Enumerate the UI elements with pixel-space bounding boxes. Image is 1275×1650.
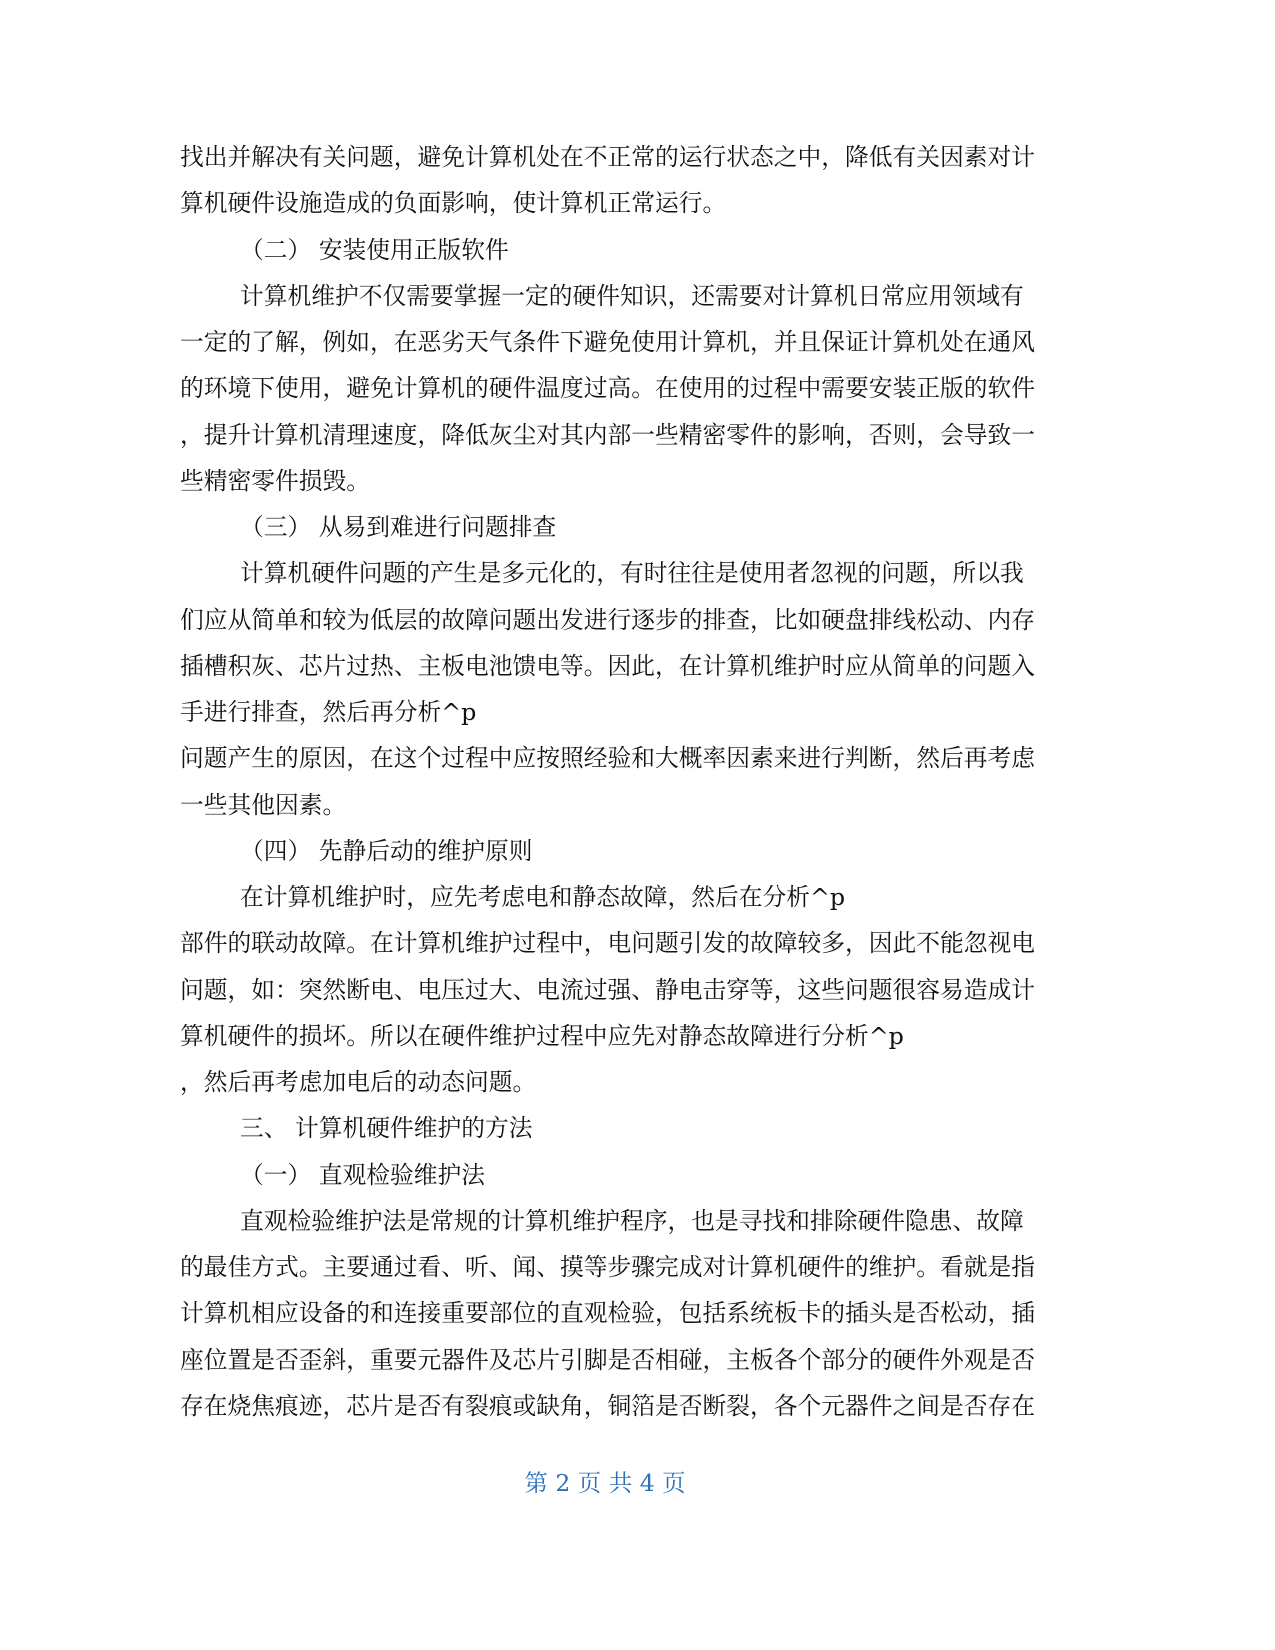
paragraph-line: 部件的联动故障。在计算机维护过程中，电问题引发的故障较多，因此不能忽视电 — [180, 929, 1036, 958]
section-heading: （三） 从易到难进行问题排查 — [240, 513, 557, 541]
paragraph-line: 插槽积灰、芯片过热、主板电池馈电等。因此，在计算机维护时应从简单的问题入 — [180, 651, 1036, 680]
paragraph-line: ，然后再考虑加电后的动态问题。 — [180, 1068, 537, 1096]
paragraph-line: 问题，如：突然断电、电压过大、电流过强、静电击穿等，这些问题很容易造成计 — [180, 975, 1036, 1004]
paragraph-line: 手进行排查，然后再分析^p — [180, 698, 477, 726]
paragraph-line: 计算机硬件问题的产生是多元化的，有时往往是使用者忽视的问题，所以我 — [240, 559, 1024, 588]
paragraph-line: 直观检验维护法是常规的计算机维护程序，也是寻找和排除硬件隐患、故障 — [240, 1206, 1024, 1235]
paragraph-line: 一些其他因素。 — [180, 790, 347, 819]
paragraph-line: 们应从简单和较为低层的故障问题出发进行逐步的排查，比如硬盘排线松动、内存 — [180, 605, 1036, 634]
section-heading: （一） 直观检验维护法 — [240, 1160, 486, 1189]
section-heading: （二） 安装使用正版软件 — [240, 235, 509, 264]
paragraph-line: 的最佳方式。主要通过看、听、闻、摸等步骤完成对计算机硬件的维护。看就是指 — [180, 1253, 1036, 1281]
paragraph-line: 算机硬件的损坏。所以在硬件维护过程中应先对静态故障进行分析^p — [180, 1021, 904, 1050]
paragraph-line: 问题产生的原因，在这个过程中应按照经验和大概率因素来进行判断，然后再考虑 — [180, 744, 1036, 773]
section-heading: （四） 先静后动的维护原则 — [240, 836, 533, 865]
paragraph-line: 计算机维护不仅需要掌握一定的硬件知识，还需要对计算机日常应用领域有 — [240, 281, 1024, 310]
paragraph-line: 存在烧焦痕迹，芯片是否有裂痕或缺角，铜箔是否断裂，各个元器件之间是否存在 — [180, 1391, 1036, 1420]
document-body — [180, 134, 1050, 1429]
paragraph-line: 的环境下使用，避免计算机的硬件温度过高。在使用的过程中需要安装正版的软件 — [180, 374, 1036, 403]
paragraph-line: 些精密零件损毁。 — [180, 466, 371, 495]
paragraph-line: 找出并解决有关问题，避免计算机处在不正常的运行状态之中，降低有关因素对计 — [180, 143, 1036, 171]
paragraph-line: 计算机相应设备的和连接重要部位的直观检验，包括系统板卡的插头是否松动，插 — [180, 1299, 1036, 1328]
paragraph-line: ，提升计算机清理速度，降低灰尘对其内部一些精密零件的影响，否则，会导致一 — [180, 420, 1036, 449]
paragraph-line: 一定的了解，例如，在恶劣天气条件下避免使用计算机，并且保证计算机处在通风 — [180, 328, 1036, 356]
page-number-footer: 第 2 页 共 4 页 — [524, 1469, 686, 1497]
chapter-heading: 三、 计算机硬件维护的方法 — [240, 1114, 533, 1143]
paragraph-line: 座位置是否歪斜，重要元器件及芯片引脚是否相碰，主板各个部分的硬件外观是否 — [180, 1345, 1036, 1374]
paragraph-line: 在计算机维护时，应先考虑电和静态故障，然后在分析^p — [240, 883, 846, 911]
paragraph-line: 算机硬件设施造成的负面影响，使计算机正常运行。 — [180, 189, 727, 218]
